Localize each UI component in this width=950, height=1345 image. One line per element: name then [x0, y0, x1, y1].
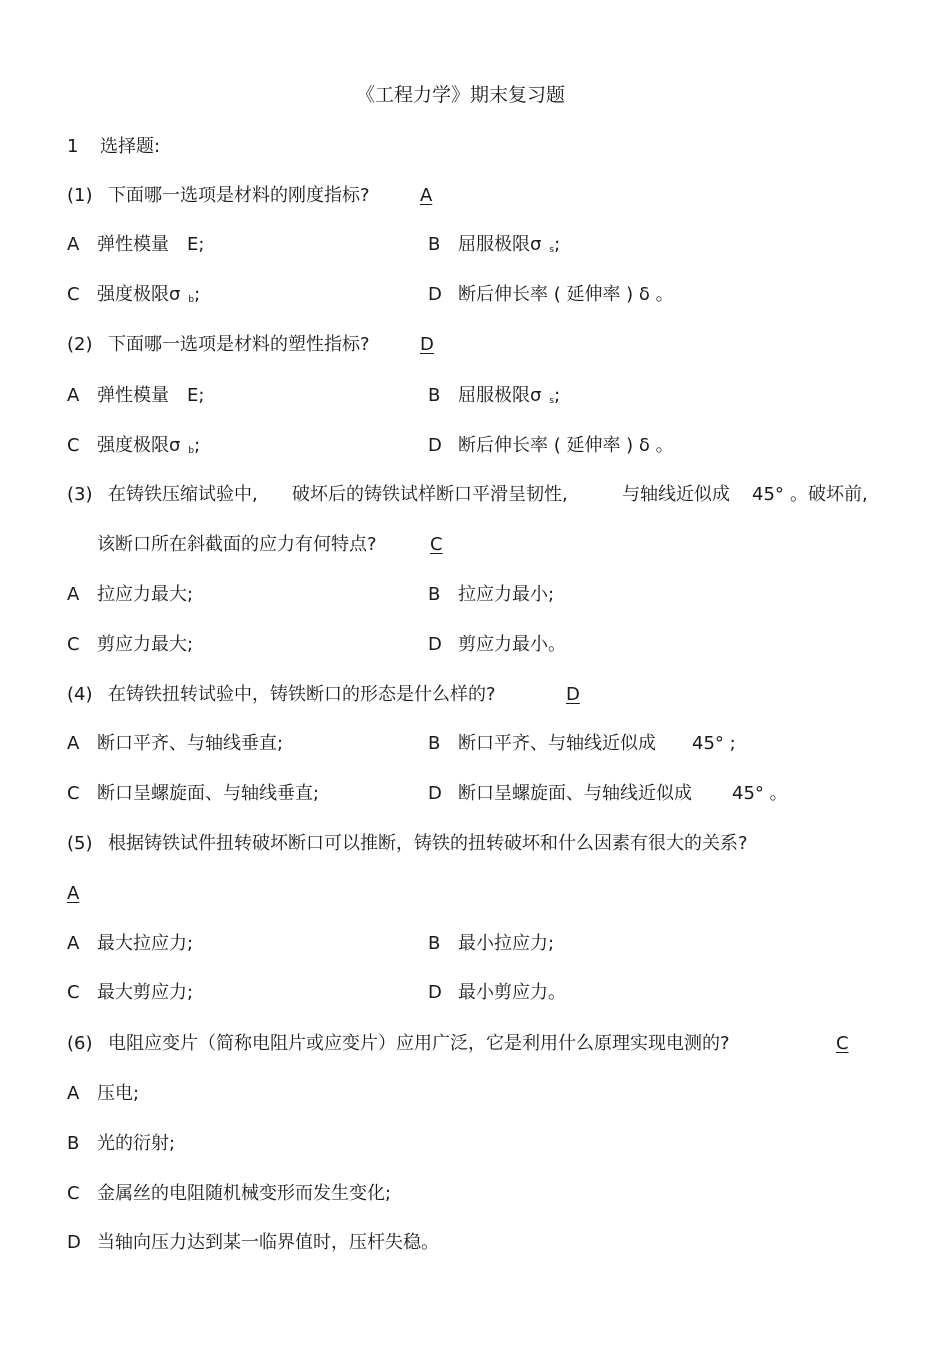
q4-option-d-text: 断口呈螺旋面、与轴线近似成 — [458, 783, 692, 804]
q1-option-d-text: 断后伸长率 ( 延伸率 ) δ 。 — [458, 284, 674, 305]
section-label: 选择题: — [100, 136, 161, 157]
q5-option-c-text: 最大剪应力; — [97, 982, 194, 1003]
q4-option-c-text: 断口呈螺旋面、与轴线垂直; — [97, 783, 320, 804]
q1-option-d-letter: D — [428, 284, 442, 305]
q3-option-b-text: 拉应力最小; — [458, 584, 555, 605]
q2-option-d-letter: D — [428, 435, 442, 456]
q4-option-a-text: 断口平齐、与轴线垂直; — [97, 733, 284, 754]
q6-option-c-text: 金属丝的电阻随机械变形而发生变化; — [97, 1183, 392, 1204]
q1-answer: A — [420, 185, 433, 206]
q4-answer: D — [566, 684, 580, 705]
q4-number: (4) — [67, 684, 93, 705]
q3-option-c-letter: C — [67, 634, 80, 655]
q3-option-b-letter: B — [428, 584, 441, 605]
q6-option-b-text: 光的衍射; — [97, 1133, 176, 1154]
q4-option-c-letter: C — [67, 783, 80, 804]
q1-option-c-letter: C — [67, 284, 80, 305]
q5-answer: A — [67, 883, 80, 904]
q2-option-c-letter: C — [67, 435, 80, 456]
q3-angle: 45° — [752, 484, 784, 505]
q1-number: (1) — [67, 185, 93, 206]
q2-option-d-text: 断后伸长率 ( 延伸率 ) δ 。 — [458, 435, 674, 456]
q3-option-c-text: 剪应力最大; — [97, 634, 194, 655]
q6-answer: C — [836, 1033, 849, 1054]
q6-text: 电阻应变片（简称电阻片或应变片）应用广泛，它是利用什么原理实现电测的? — [108, 1033, 730, 1054]
q1-option-b-text: 屈服极限σ $_s$; — [458, 234, 561, 255]
section-number: 1 — [67, 136, 79, 157]
q4-option-a-letter: A — [67, 733, 80, 754]
q5-option-a-letter: A — [67, 933, 80, 954]
q5-option-d-letter: D — [428, 982, 442, 1003]
q6-option-d-text: 当轴向压力达到某一临界值时，压杆失稳。 — [97, 1232, 439, 1253]
q4-option-b-text: 断口平齐、与轴线近似成 — [458, 733, 656, 754]
q5-option-c-letter: C — [67, 982, 80, 1003]
q2-option-a-letter: A — [67, 385, 80, 406]
q1-option-c-text: 强度极限σ $_b$; — [97, 284, 201, 305]
q3-option-a-text: 拉应力最大; — [97, 584, 194, 605]
q6-option-a-letter: A — [67, 1083, 80, 1104]
q1-option-a-letter: A — [67, 234, 80, 255]
q6-option-d-letter: D — [67, 1232, 81, 1253]
q3-text-line2: 该断口所在斜截面的应力有何特点? — [97, 534, 377, 555]
q3-option-a-letter: A — [67, 584, 80, 605]
q5-text: 根据铸铁试件扭转破坏断口可以推断，铸铁的扭转破坏和什么因素有很大的关系? — [108, 833, 748, 854]
q2-number: (2) — [67, 334, 93, 355]
q1-text: 下面哪一选项是材料的刚度指标? — [108, 185, 370, 206]
q1-option-a-text: 弹性模量 E; — [97, 234, 205, 255]
q4-option-d-angle: 45° 。 — [732, 783, 788, 804]
q2-option-a-text: 弹性模量 E; — [97, 385, 205, 406]
q3-text-part4: 。破坏前, — [790, 484, 868, 505]
q5-option-a-text: 最大拉应力; — [97, 933, 194, 954]
q1-option-b-letter: B — [428, 234, 441, 255]
q2-option-c-text: 强度极限σ $_b$; — [97, 435, 201, 456]
q5-option-b-letter: B — [428, 933, 441, 954]
document-title: 《工程力学》期末复习题 — [356, 84, 566, 106]
q3-text-part2: 破坏后的铸铁试样断口平滑呈韧性, — [292, 484, 568, 505]
q3-option-d-letter: D — [428, 634, 442, 655]
q5-number: (5) — [67, 833, 93, 854]
q4-text: 在铸铁扭转试验中，铸铁断口的形态是什么样的? — [108, 684, 496, 705]
q6-number: (6) — [67, 1033, 93, 1054]
q4-option-b-letter: B — [428, 733, 441, 754]
q3-option-d-text: 剪应力最小。 — [458, 634, 566, 655]
q3-answer: C — [430, 534, 443, 555]
q3-number: (3) — [67, 484, 93, 505]
q3-text-part3: 与轴线近似成 — [622, 484, 730, 505]
q5-option-b-text: 最小拉应力; — [458, 933, 555, 954]
q2-text: 下面哪一选项是材料的塑性指标? — [108, 334, 370, 355]
q6-option-b-letter: B — [67, 1133, 80, 1154]
q6-option-c-letter: C — [67, 1183, 80, 1204]
q3-text-part1: 在铸铁压缩试验中, — [108, 484, 258, 505]
q4-option-d-letter: D — [428, 783, 442, 804]
q2-option-b-text: 屈服极限σ $_s$; — [458, 385, 561, 406]
q2-answer: D — [420, 334, 434, 355]
q5-option-d-text: 最小剪应力。 — [458, 982, 566, 1003]
q6-option-a-text: 压电; — [97, 1083, 140, 1104]
q4-option-b-angle: 45° ; — [692, 733, 736, 754]
q2-option-b-letter: B — [428, 385, 441, 406]
